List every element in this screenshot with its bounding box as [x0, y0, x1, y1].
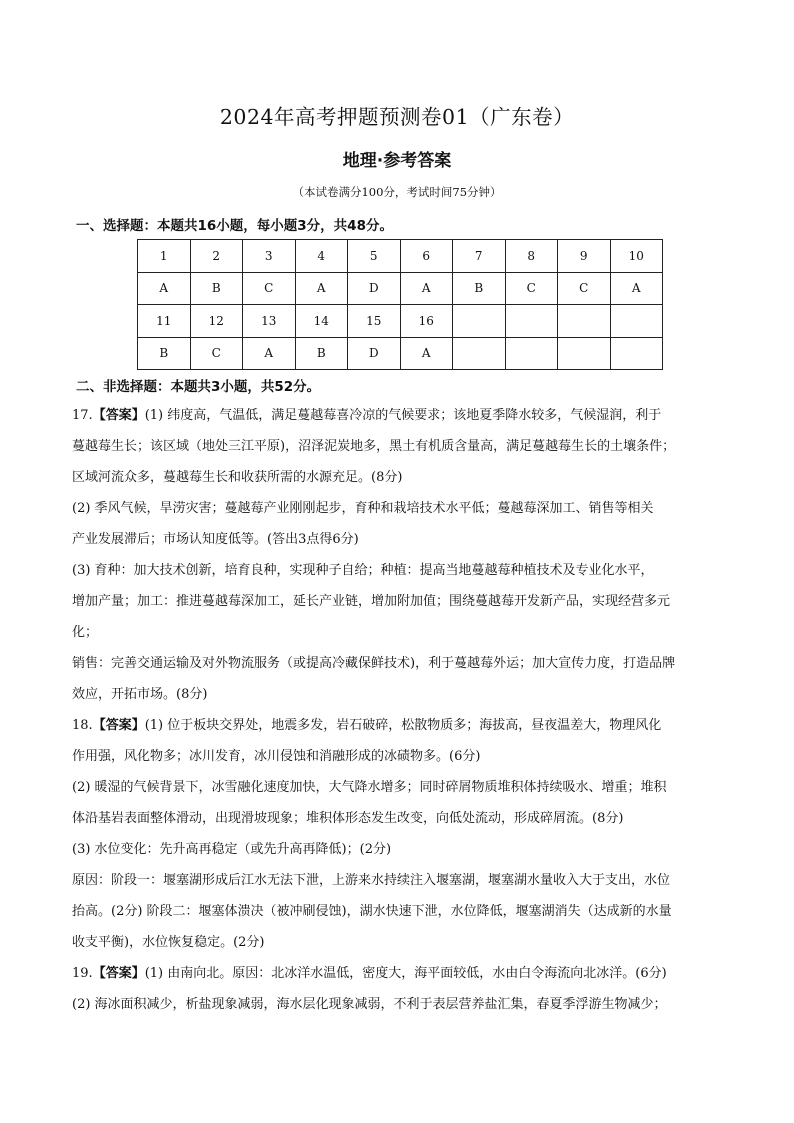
- answer-text: 化；: [72, 625, 99, 640]
- answer-text: (1) 由南向北。原因：北冰洋水温低，密度大，海平面较低，水由白令海流向北冰洋。(6分): [144, 966, 667, 981]
- answer-table-cell: [505, 305, 558, 338]
- answer-table-cell: A: [243, 337, 296, 370]
- answer-text: 销售：完善交通运输及对外物流服务（或提高冷藏保鲜技术)，利于蔓越莓外运；加大宣传力度，打造品牌: [72, 656, 676, 671]
- answer-line: [72, 834, 732, 865]
- page-title: 2024年高考押题预测卷01（广东卷）: [219, 105, 575, 129]
- answer-line: [72, 989, 732, 1020]
- answer-table-cell: 12: [190, 305, 243, 338]
- answer-table-cell: [505, 337, 558, 370]
- answer-table-cell: C: [243, 272, 296, 305]
- answer-text: 增加产量；加工：推进蔓越莓深加工，延长产业链，增加附加值；围绕蔓越莓开发新产品，实现经营多元: [72, 594, 671, 609]
- answer-table-cell: [453, 337, 506, 370]
- answer-text: (3) 水位变化：先升高再稳定（或先升高再降低)；(2分): [72, 842, 392, 857]
- answer-table-cell: 8: [505, 240, 558, 273]
- answer-table-cell: 4: [295, 240, 348, 273]
- answer-table-cell: A: [138, 272, 191, 305]
- answer-table-cell: A: [295, 272, 348, 305]
- answer-table-cell: A: [400, 337, 453, 370]
- answer-table-cell: 11: [138, 305, 191, 338]
- answer-table: [137, 239, 663, 370]
- answer-text: 蔓越莓生长；该区域（地处三江平原)，沼泽泥炭地多，黑土有机质含量高，满足蔓越莓生长的土壤条件；: [72, 439, 676, 454]
- answer-table-cell: 5: [348, 240, 401, 273]
- answer-table-row: [138, 305, 663, 338]
- answer-text: 作用强，风化物多；冰川发育，冰川侵蚀和消融形成的冰碛物多。(6分): [72, 749, 481, 764]
- answer-line: [72, 865, 732, 896]
- answer-table-cell: B: [453, 272, 506, 305]
- answer-line: [72, 586, 732, 617]
- answer-line: [72, 555, 732, 586]
- answer-text: 区域河流众多，蔓越莓生长和收获所需的水源充足。(8分): [72, 470, 403, 485]
- question-number: 18.: [72, 718, 93, 733]
- answer-table-cell: 7: [453, 240, 506, 273]
- answer-table-cell: 3: [243, 240, 296, 273]
- answer-table-cell: B: [295, 337, 348, 370]
- answer-table-cell: [610, 337, 663, 370]
- answer-text: 收支平衡)，水位恢复稳定。(2分): [72, 935, 265, 950]
- answer-line: [72, 524, 732, 555]
- answer-text: 产业发展滞后；市场认知度低等。(答出3点得6分): [72, 532, 359, 547]
- page-subtitle: 地理·参考答案: [342, 151, 452, 171]
- answer-line: [72, 958, 732, 989]
- answer-table-cell: 1: [138, 240, 191, 273]
- answer-text: (2) 海冰面积减少，析盐现象减弱，海水层化现象减弱，不利于表层营养盐汇集，春夏季浮游生物减少；: [72, 997, 667, 1012]
- answer-line: [72, 493, 732, 524]
- section-heading-nonchoice: 二、非选择题：本题共3小题，共52分。: [76, 379, 321, 395]
- answer-table-cell: 16: [400, 305, 453, 338]
- section-heading-choice: 一、选择题：本题共16小题，每小题3分，共48分。: [76, 218, 393, 234]
- answer-line: [72, 617, 732, 648]
- answer-table-row: [138, 240, 663, 273]
- answer-line: [72, 896, 732, 927]
- answer-line: [72, 431, 732, 462]
- answer-table-cell: 9: [558, 240, 611, 273]
- answer-table-cell: D: [348, 272, 401, 305]
- answer-line: [72, 710, 732, 741]
- answer-tag: 【答案】: [92, 966, 145, 981]
- answer-line: [72, 803, 732, 834]
- answer-line: [72, 648, 732, 679]
- answer-table-cell: [453, 305, 506, 338]
- answer-text: (2) 暖湿的气候背景下，冰雪融化速度加快，大气降水增多；同时碎屑物质堆积体持续吸水、增重；堆积: [72, 780, 667, 795]
- answer-table-cell: C: [190, 337, 243, 370]
- answer-table-cell: C: [558, 272, 611, 305]
- answer-table-cell: B: [190, 272, 243, 305]
- answer-text: (1) 纬度高，气温低，满足蔓越莓喜冷凉的气候要求；该地夏季降水较多，气候湿润，利于: [144, 408, 662, 423]
- exam-note: （本试卷满分100分，考试时间75分钟）: [292, 185, 502, 199]
- answer-text: 原因：阶段一：堰塞湖形成后江水无法下泄，上游来水持续注入堰塞湖，堰塞湖水量收入大于支出，水位: [72, 873, 671, 888]
- answer-table-cell: 14: [295, 305, 348, 338]
- answer-line: [72, 462, 732, 493]
- answer-table-cell: [610, 305, 663, 338]
- answer-text: (1) 位于板块交界处，地震多发，岩石破碎，松散物质多；海拔高，昼夜温差大，物理风化: [144, 718, 662, 733]
- answer-text: 效应，开拓市场。(8分): [72, 687, 208, 702]
- answer-table-cell: [558, 337, 611, 370]
- answer-table-cell: D: [348, 337, 401, 370]
- answer-table-cell: 15: [348, 305, 401, 338]
- answer-line: [72, 741, 732, 772]
- answer-text: 体沿基岩表面整体滑动，出现滑坡现象；堆积体形态发生改变，向低处流动，形成碎屑流。(8分): [72, 811, 624, 826]
- answer-table-cell: 13: [243, 305, 296, 338]
- answer-line: [72, 772, 732, 803]
- answer-table-cell: A: [400, 272, 453, 305]
- question-number: 19.: [72, 966, 93, 981]
- answer-tag: 【答案】: [92, 718, 145, 733]
- answer-body: [72, 400, 732, 1020]
- answer-table-cell: [558, 305, 611, 338]
- answer-tag: 【答案】: [92, 408, 145, 423]
- answer-line: [72, 927, 732, 958]
- answer-text: 抬高。(2分) 阶段二：堰塞体溃决（被冲刷侵蚀)，湖水快速下泄，水位降低，堰塞湖消失（达成新的水量: [72, 904, 672, 919]
- answer-table-cell: A: [610, 272, 663, 305]
- answer-table-cell: 6: [400, 240, 453, 273]
- answer-table-cell: 2: [190, 240, 243, 273]
- answer-table-cell: 10: [610, 240, 663, 273]
- answer-table-cell: B: [138, 337, 191, 370]
- answer-line: [72, 400, 732, 431]
- answer-table-cell: C: [505, 272, 558, 305]
- answer-table-row: [138, 337, 663, 370]
- question-number: 17.: [72, 408, 93, 423]
- answer-table-row: [138, 272, 663, 305]
- answer-line: [72, 679, 732, 710]
- answer-text: (3) 育种：加大技术创新，培育良种，实现种子自给；种植：提高当地蔓越莓种植技术及专业化水平，: [72, 563, 654, 578]
- answer-text: (2) 季风气候，旱涝灾害；蔓越莓产业刚刚起步，育种和栽培技术水平低；蔓越莓深加工、销售等相关: [72, 501, 654, 516]
